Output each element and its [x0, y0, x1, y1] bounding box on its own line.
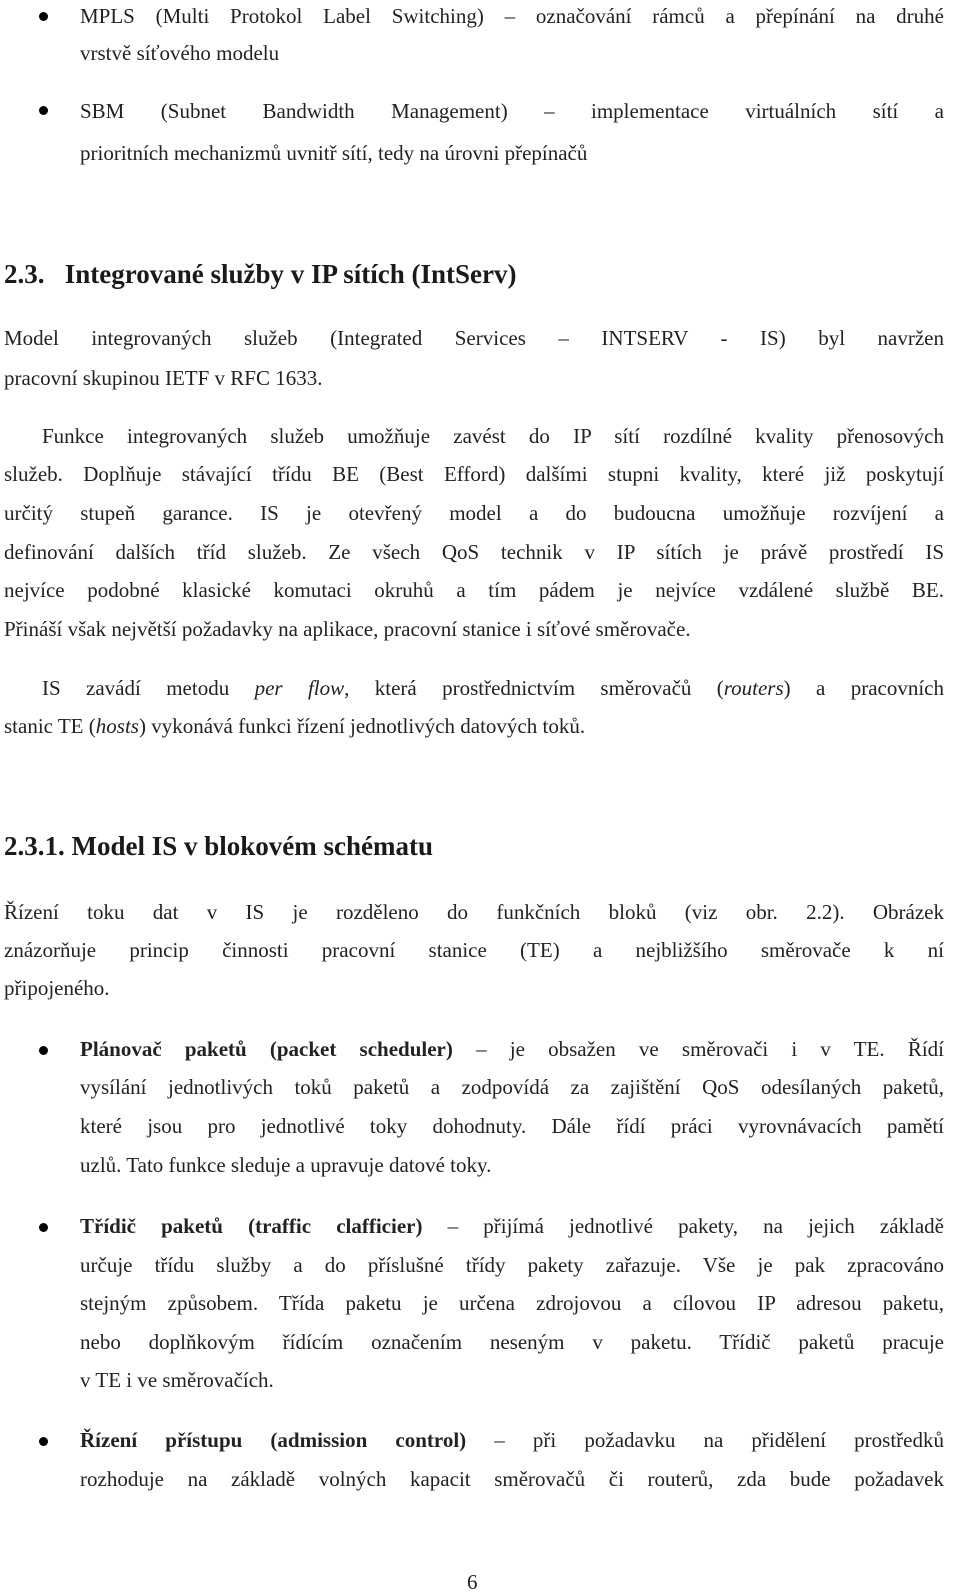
bullet-line: které jsou pro jednotlivé toky dohodnuty. Dále řídí práci vyrovnávacích pamětí [80, 1114, 944, 1138]
bullet-line: určuje třídu služby a do příslušné třídy pakety zařazuje. Vše je pak zpracováno [80, 1253, 944, 1277]
bullet-line: Třídič paketů (traffic clafficier) – přijímá jednotlivé pakety, na jejich základě [80, 1214, 944, 1238]
paragraph-line: Řízení toku dat v IS je rozděleno do funkčních bloků (viz obr. 2.2). Obrázek [4, 900, 944, 924]
section-title: Integrované služby v IP sítích (IntServ) [64, 259, 517, 289]
bullet-line: rozhoduje na základě volných kapacit směrovačů či routerů, zda bude požadavek [80, 1467, 944, 1491]
paragraph-line: Model integrovaných služeb (Integrated Services – INTSERV - IS) byl navržen [4, 326, 944, 350]
bullet-dot [39, 1046, 48, 1055]
paragraph-line: nejvíce podobné klasické komutaci okruhů a tím pádem je nejvíce vzdálené službě BE. [4, 578, 944, 602]
bullet-dot [39, 1437, 48, 1446]
bullet-dot [39, 12, 48, 21]
bullet-line: MPLS (Multi Protokol Label Switching) – označování rámců a přepínání na druhé [80, 4, 944, 28]
bullet-dot [39, 1223, 48, 1232]
bullet-line: v TE i ve směrovačích. [80, 1368, 274, 1392]
paragraph-line: služeb. Doplňuje stávající třídu BE (Best Efford) dalšími stupni kvality, které již poskytují [4, 462, 944, 486]
bullet-line: nebo doplňkovým řídícím označením neseným v paketu. Třídič paketů pracuje [80, 1330, 944, 1354]
paragraph-line: připojeného. [4, 976, 110, 1000]
paragraph-line: stanic TE (hosts) vykonává funkci řízení jednotlivých datových toků. [4, 714, 586, 738]
bullet-line: Řízení přístupu (admission control) – při požadavku na přidělení prostředků [80, 1428, 944, 1452]
bullet-line: vrstvě síťového modelu [80, 41, 280, 65]
paragraph-line: Přináší však největší požadavky na aplikace, pracovní stanice i síťové směrovače. [4, 617, 691, 641]
paragraph-line: pracovní skupinou IETF v RFC 1633. [4, 366, 323, 390]
page-number: 6 [467, 1570, 478, 1594]
paragraph-line: znázorňuje princip činnosti pracovní stanice (TE) a nejbližšího směrovače k ní [4, 938, 944, 962]
bullet-line: vysílání jednotlivých toků paketů a zodpovídá za zajištění QoS odesílaných paketů, [80, 1075, 944, 1099]
paragraph-line: definování dalších tříd služeb. Ze všech QoS technik v IP sítích je právě prostředí IS [4, 540, 944, 564]
bullet-line: stejným způsobem. Třída paketu je určena zdrojovou a cílovou IP adresou paketu, [80, 1291, 944, 1315]
bullet-line: SBM (Subnet Bandwidth Management) – implementace virtuálních sítí a [80, 99, 944, 123]
paragraph-line: Funkce integrovaných služeb umožňuje zavést do IP sítí rozdílné kvality přenosových [42, 424, 944, 448]
bullet-dot [39, 106, 48, 115]
bullet-line: Plánovač paketů (packet scheduler) – je obsažen ve směrovači i v TE. Řídí [80, 1037, 944, 1061]
bullet-line: uzlů. Tato funkce sleduje a upravuje datové toky. [80, 1153, 492, 1177]
paragraph-line: určitý stupeň garance. IS je otevřený model a do budoucna umožňuje rozvíjení a [4, 501, 944, 525]
paragraph-line: IS zavádí metodu per flow, která prostřednictvím směrovačů (routers) a pracovních [42, 676, 944, 700]
section-number: 2.3. [4, 259, 45, 289]
bullet-line: prioritních mechanizmů uvnitř sítí, tedy na úrovni přepínačů [80, 141, 588, 165]
subsection-heading [4, 831, 433, 862]
subsection-number: 2.3.1. [4, 831, 65, 861]
section-heading [4, 259, 517, 290]
subsection-title: Model IS v blokovém schématu [71, 831, 434, 861]
